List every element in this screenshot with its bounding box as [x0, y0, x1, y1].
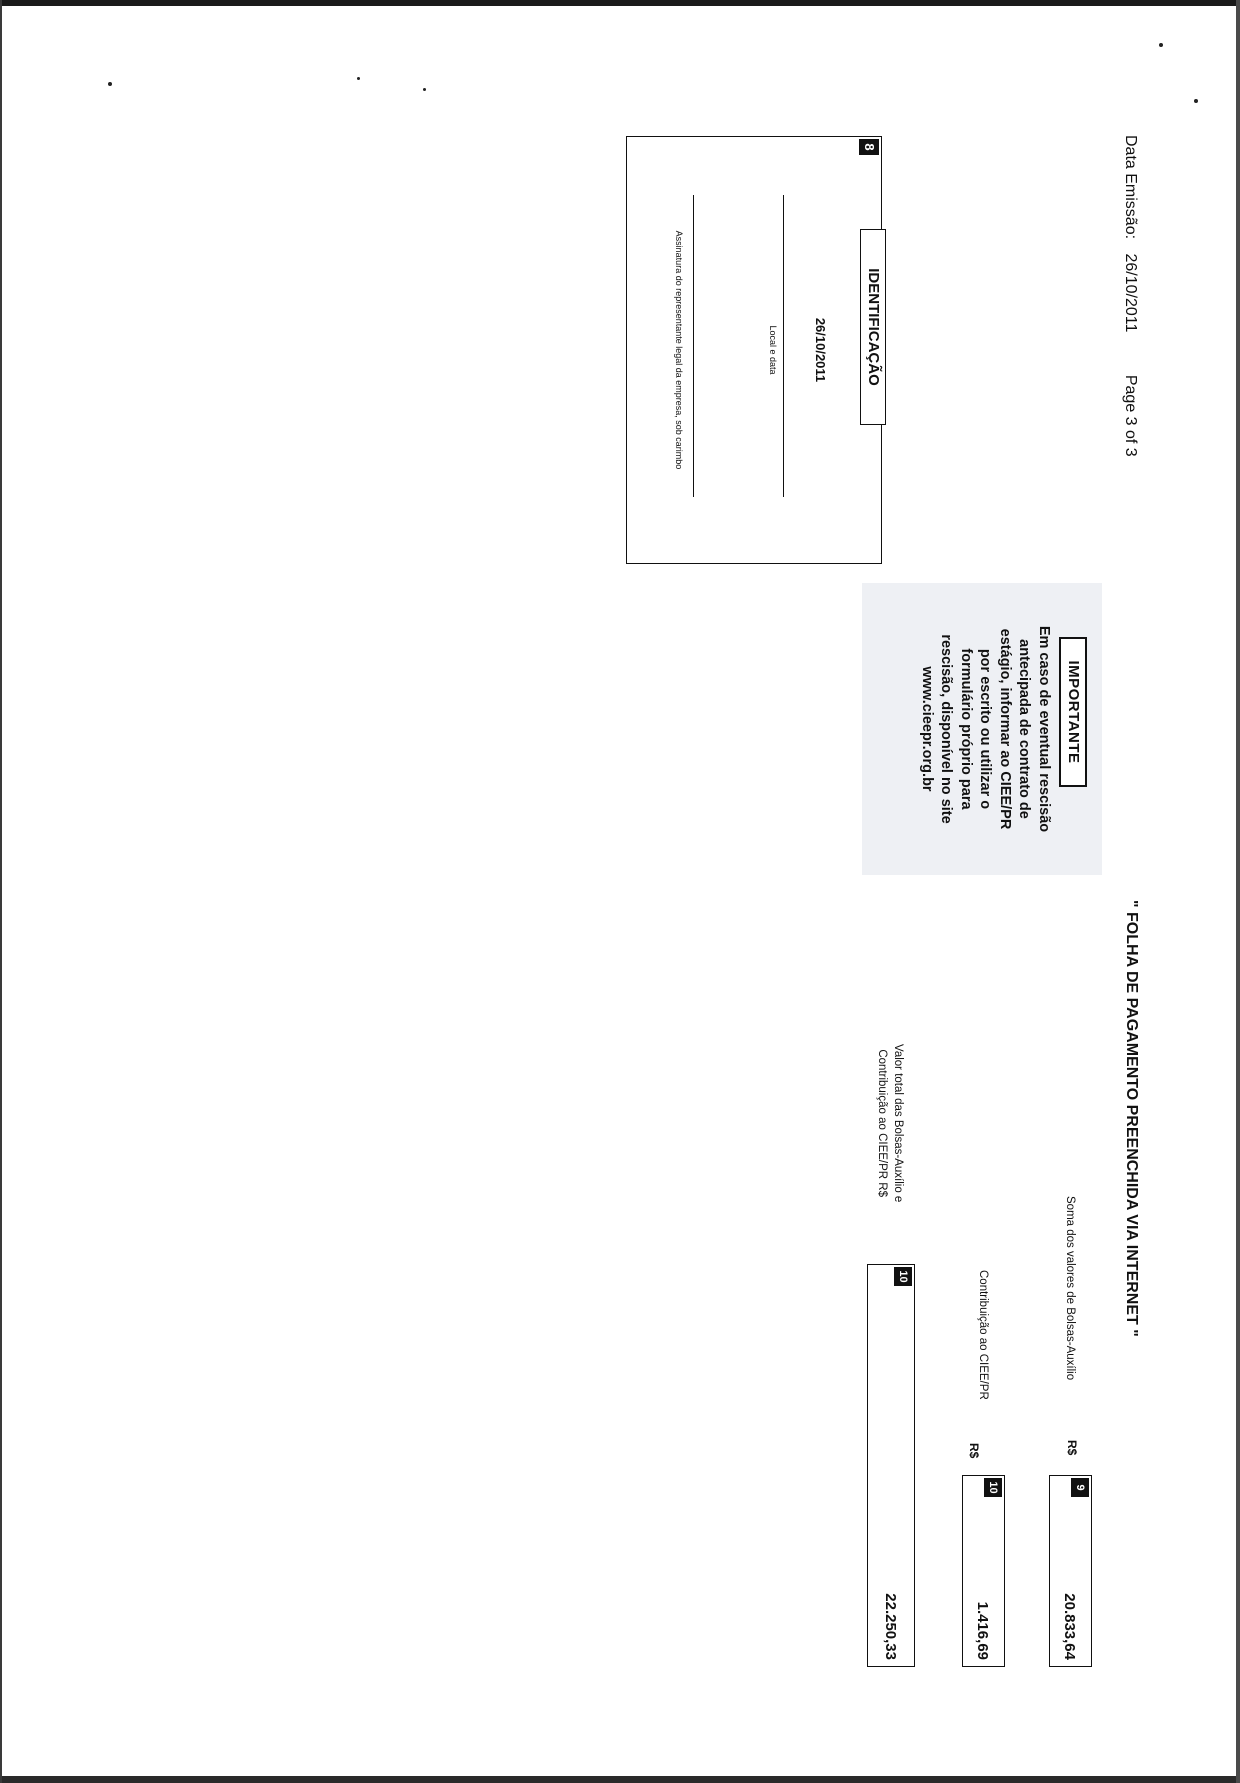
soma-label: Soma dos valores de Bolsas-Auxílio — [1064, 1196, 1076, 1381]
folha-title: " FOLHA DE PAGAMENTO PREENCHIDA VIA INTERNET " — [1123, 900, 1140, 1337]
page-indicator: Page 3 of 3 — [1122, 374, 1139, 457]
total-label-line-1: Valor total das Bolsas-Auxílio e — [892, 1044, 904, 1203]
field-number-badge: 10 — [984, 1478, 1002, 1497]
place-date-line — [783, 195, 784, 497]
soma-currency: R$ — [1065, 1440, 1079, 1456]
emission-date: 26/10/2011 — [1122, 253, 1139, 333]
total-label — [874, 1044, 906, 1202]
page-header — [1121, 135, 1139, 467]
contribuicao-value: 1.416,69 — [974, 1601, 991, 1660]
total-value-box — [867, 1264, 915, 1667]
field-number-badge: 10 — [894, 1267, 912, 1286]
importante-text: Em caso de eventual rescisão antecipada de contrato de estágio, informar ao CIEE/PR por escrito ou utilizar o formulário próprio para rescisão, disponível no site www.cieepr.org.br — [919, 625, 1052, 833]
total-label-line-2: Contribuição ao CIEE/PR R$ — [876, 1049, 888, 1197]
contribuicao-value-box — [962, 1475, 1005, 1667]
signature-line — [693, 195, 694, 497]
contribuicao-label: Contribuição ao CIEE/PR — [977, 1270, 989, 1400]
soma-value-box — [1049, 1475, 1092, 1667]
field-number-badge: 9 — [1071, 1478, 1089, 1497]
soma-value: 20.833,64 — [1061, 1593, 1078, 1660]
total-value: 22.250,33 — [882, 1593, 899, 1660]
signature-caption: Assinatura do representante legal da empresa, sob carimbo — [674, 230, 684, 470]
importante-notice — [862, 583, 1102, 875]
place-date-caption: Local e data — [768, 325, 778, 375]
contribuicao-currency: R$ — [967, 1443, 981, 1459]
section-number-badge: 8 — [859, 139, 879, 155]
emission-label: Data Emissão: — [1122, 135, 1139, 240]
identificacao-date: 26/10/2011 — [813, 317, 828, 383]
identificacao-title: IDENTIFICAÇÃO — [860, 229, 886, 425]
importante-title: IMPORTANTE — [1059, 637, 1087, 787]
identificacao-section — [626, 136, 882, 564]
